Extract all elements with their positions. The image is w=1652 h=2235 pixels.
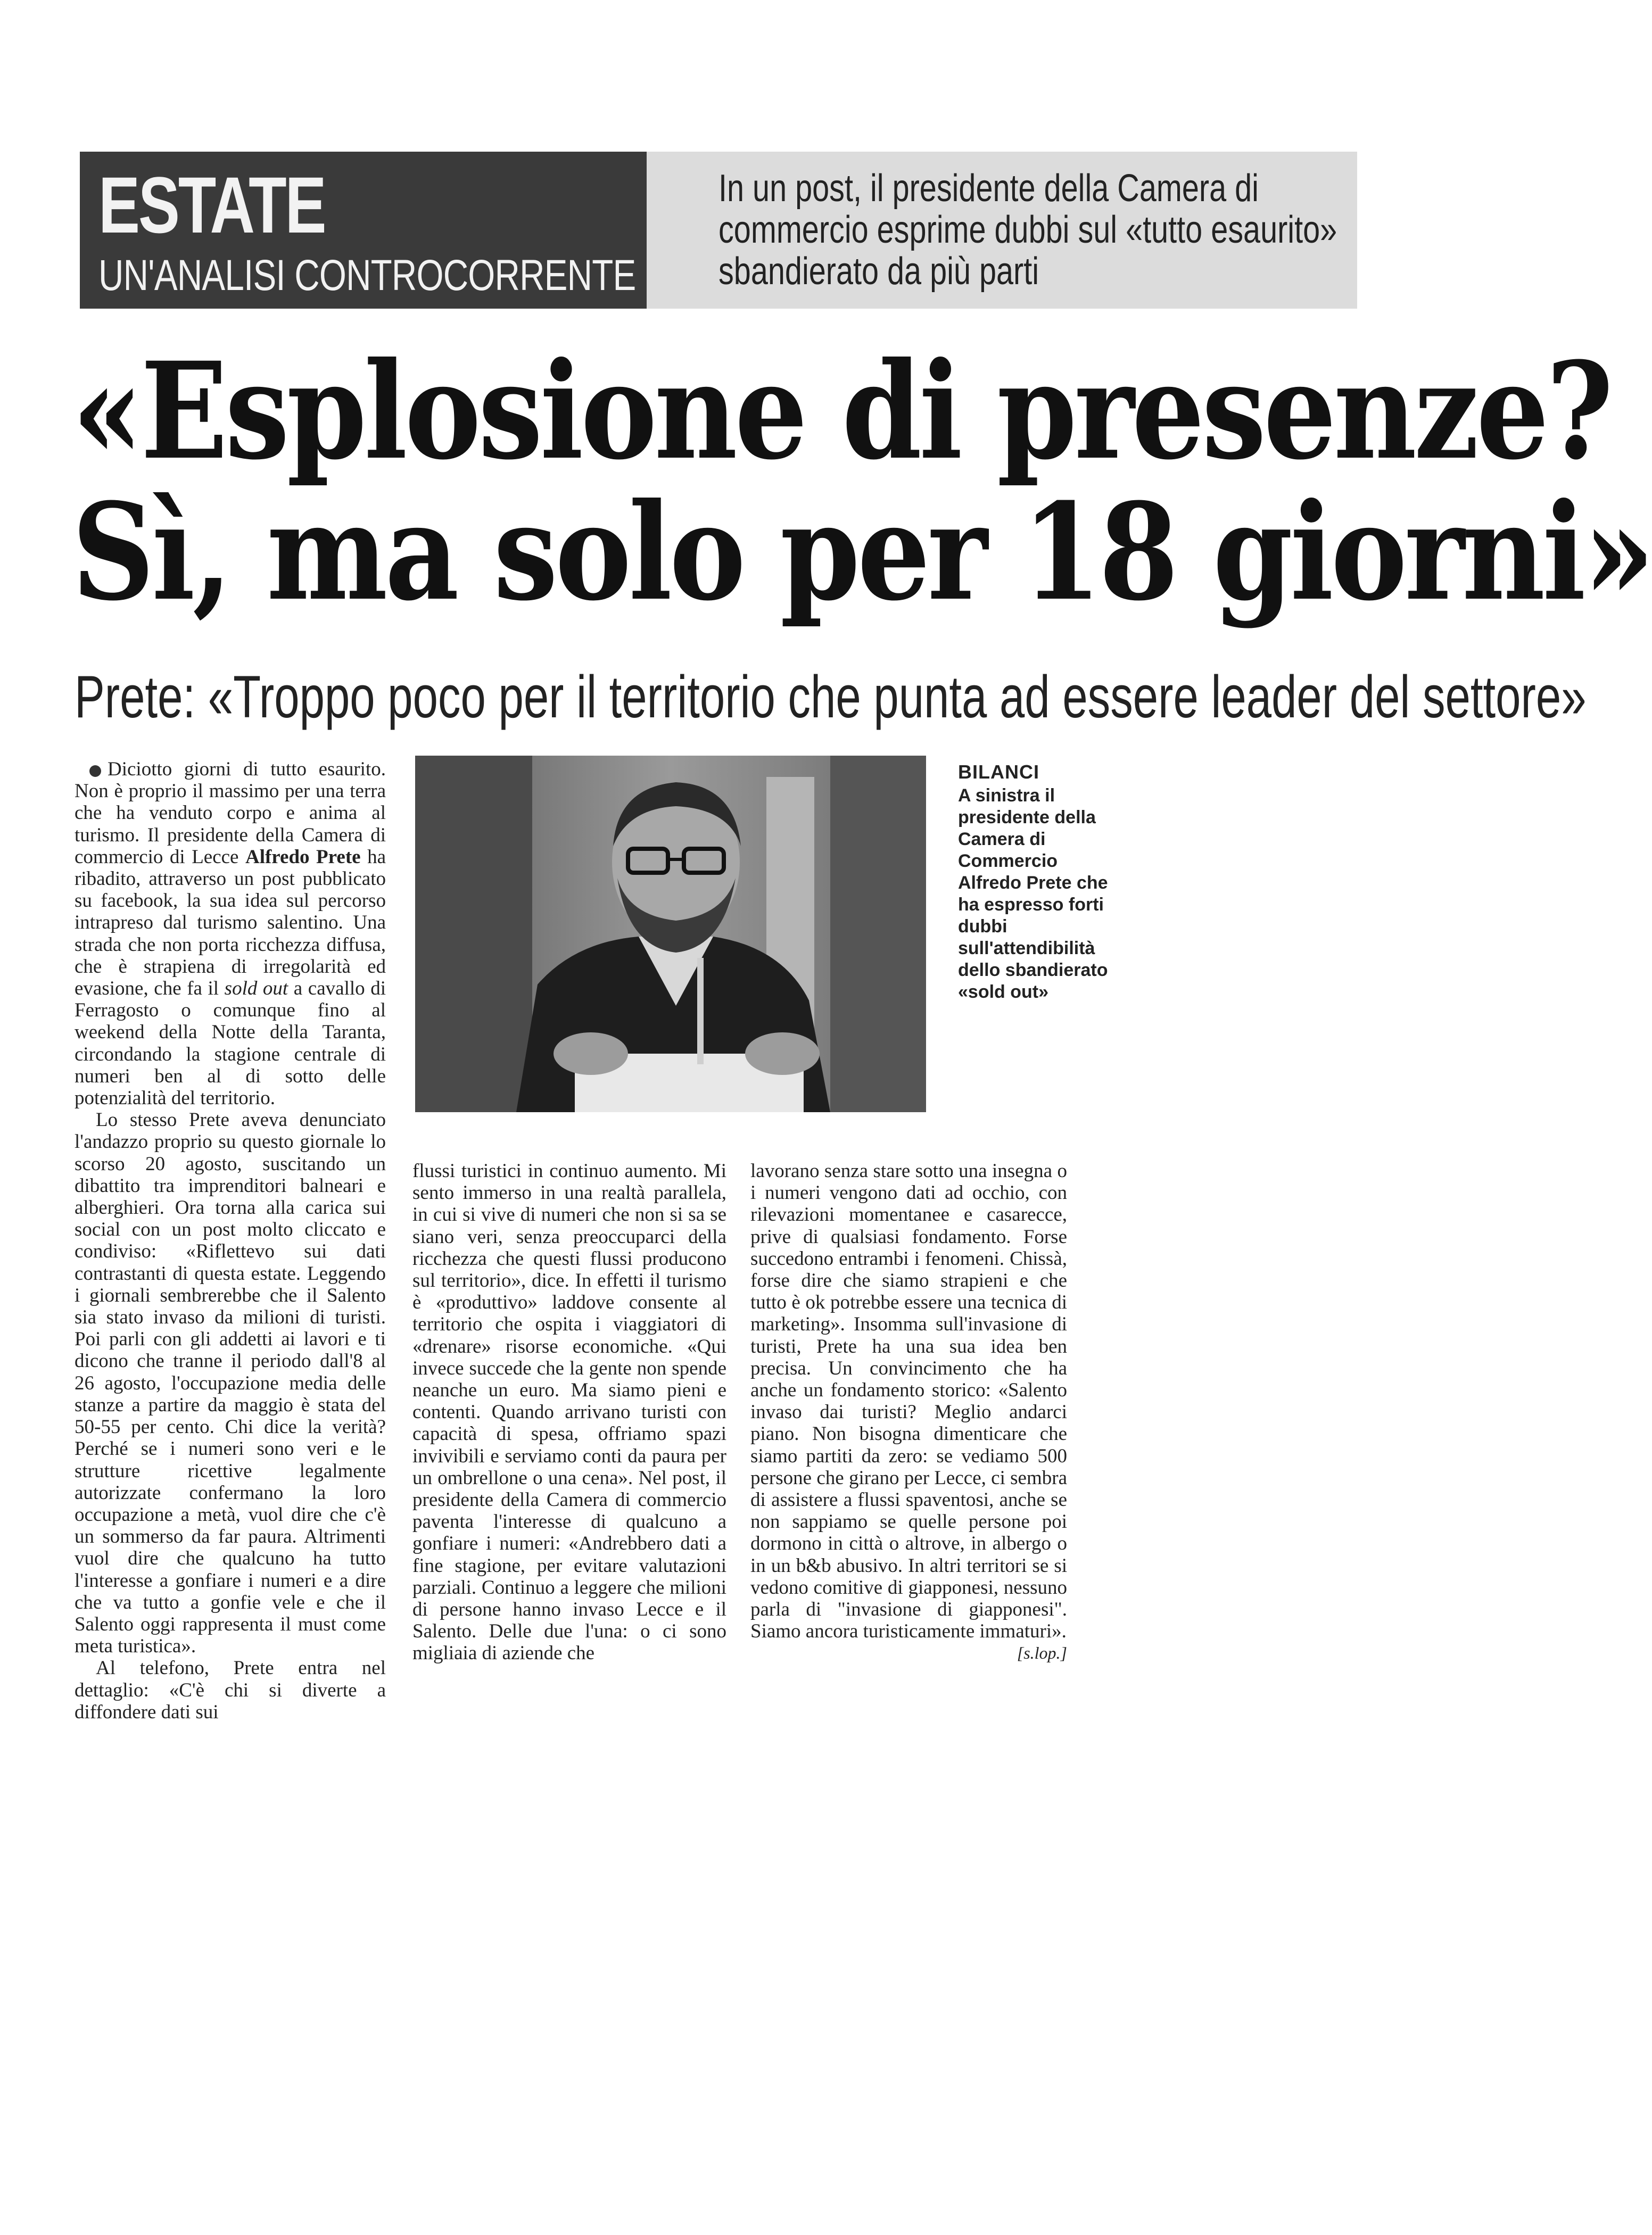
person-name: Alfredo Prete	[245, 846, 361, 868]
paragraph: Lo stesso Prete aveva denunciato l'andazzo proprio su questo giornale lo scorso 20 agosto, suscitando un dibattito tra imprenditori balneari e alberghieri. Ora torna alla carica sui social con un post molto cliccato e condiviso: «Riflettevo sui dati contrastanti di questa estate. Leggendo i giornali sembrerebbe che il Salento sia stato invaso da milioni di turisti. Poi parli con gli addetti ai lavori e ti dicono che tranne il periodo dall'8 al 26 agosto, l'occupazione media delle stanze a partire da maggio è stata del 50-55 per cento. Chi dice la verità? Perché se i numeri sono veri e le strutture ricettive legalmente autorizzate confermano la loro occupazione a metà, vuol dire che c'è un sommerso da far paura. Altrimenti vuol dire che qualcuno ha tutto l'interesse a gonfiare i numeri e a dire che va tutto a gonfie vele e che il Salento oggi rappresenta il must come meta turistica».	[75, 1109, 386, 1658]
bullet-icon	[89, 765, 101, 777]
article-photo	[415, 756, 926, 1112]
paragraph: Diciotto giorni di tutto esaurito. Non è proprio il massimo per una terra che ha venduto corpo e anima al turismo. Il presidente della Camera di commercio di Lecce Alfredo Prete ha ribadito, attraverso un post pubblicato su facebook, la sua idea sul percorso intrapreso dal turismo salentino. Una strada che non porta ricchezza diffusa, che è strapiena di irregolarità ed evasione, che fa il sold out a cavallo di Ferragosto o comunque fino al weekend della Notte della Taranta, circondando la stagione centrale di numeri ben al di sotto delle potenzialità del territorio.	[75, 758, 386, 1110]
emphasis: sold out	[224, 978, 288, 1000]
section-kicker: ESTATE	[98, 160, 325, 250]
article-column-3	[750, 1160, 1067, 1665]
section-kicker-box	[80, 152, 647, 309]
paragraph: lavorano senza stare sotto una insegna o i numeri vengono dati ad occhio, con rilevazioni momentanee e casarecce, prive di qualsiasi fondamento. Forse succedono entrambi i fenomeni. Chissà, forse dire che siamo strapieni e che tutto è ok potrebbe essere una tecnica di marketing». Insomma sull'invasione di turisti, Prete ha una sua idea ben precisa. Un convincimento che ha anche un fondamento storico: «Salento invaso dai turisti? Meglio andarci piano. Non bisogna dimenticare che siamo partiti da zero: se vediamo 500 persone che girano per Lecce, ci sembra di assistere a flussi spaventosi, anche se non sappiamo se quelle persone poi dormono in città o altrove, in albergo o in un b&b abusivo. In altri territori se si vedono comitive di giapponesi, nessuno parla di "invasione di giapponesi". Siamo ancora turisticamente immaturi». [s.lop.]	[750, 1160, 1067, 1642]
portrait-image	[415, 756, 926, 1112]
paragraph: flussi turistici in continuo aumento. Mi sento immerso in una realtà parallela, in cui si vive di numeri che non si sa se siano veri, senza preoccuparci della ricchezza che questi flussi producono sul territorio», dice. In effetti il turismo è «produttivo» laddove consente al territorio che ospita i viaggiatori di «drenare» risorse economiche. «Qui invece succede che la gente non spende neanche un euro. Ma siamo pieni e contenti. Quando arrivano turisti con capacità di spesa, offriamo spazi invivibili e serviamo conti da paura per un ombrellone o una cena». Nel post, il presidente della Camera di commercio paventa l'interesse di qualcuno a gonfiare i numeri: «Andrebbero dati a fine stagione, per evitare valutazioni parziali. Continuo a leggere che milioni di persone hanno invaso Lecce e il Salento. Delle due l'una: o ci sono migliaia di aziende che	[412, 1160, 726, 1665]
article-column-2	[412, 1160, 726, 1665]
paragraph: Al telefono, Prete entra nel dettaglio: «C'è chi si diverte a diffondere dati sui	[75, 1657, 386, 1723]
headline-line-1: «Esplosione di presenze?	[72, 333, 1611, 489]
caption-label: BILANCI	[958, 761, 1039, 783]
summary-box	[647, 152, 1357, 309]
headline-line-2: Sì, ma solo per 18 giorni»	[72, 474, 1652, 630]
article-column-1	[75, 758, 386, 1723]
summary-text: In un post, il presidente della Camera di commercio esprime dubbi sul «tutto esaurito» sbandierato da più parti	[718, 167, 1337, 293]
headline	[72, 333, 1652, 630]
section-subkicker: UN'ANALISI CONTROCORRENTE	[98, 251, 636, 300]
author-signature: [s.lop.]	[1017, 1643, 1067, 1663]
photo-caption	[958, 761, 1118, 1003]
caption-text: A sinistra il presidente della Camera di Commercio Alfredo Prete che ha espresso forti dubbi sull'attendibilità dello sbandierato «sold out»	[958, 785, 1108, 1002]
subheadline: Prete: «Troppo poco per il territorio che punta ad essere leader del settore»	[75, 664, 1587, 730]
